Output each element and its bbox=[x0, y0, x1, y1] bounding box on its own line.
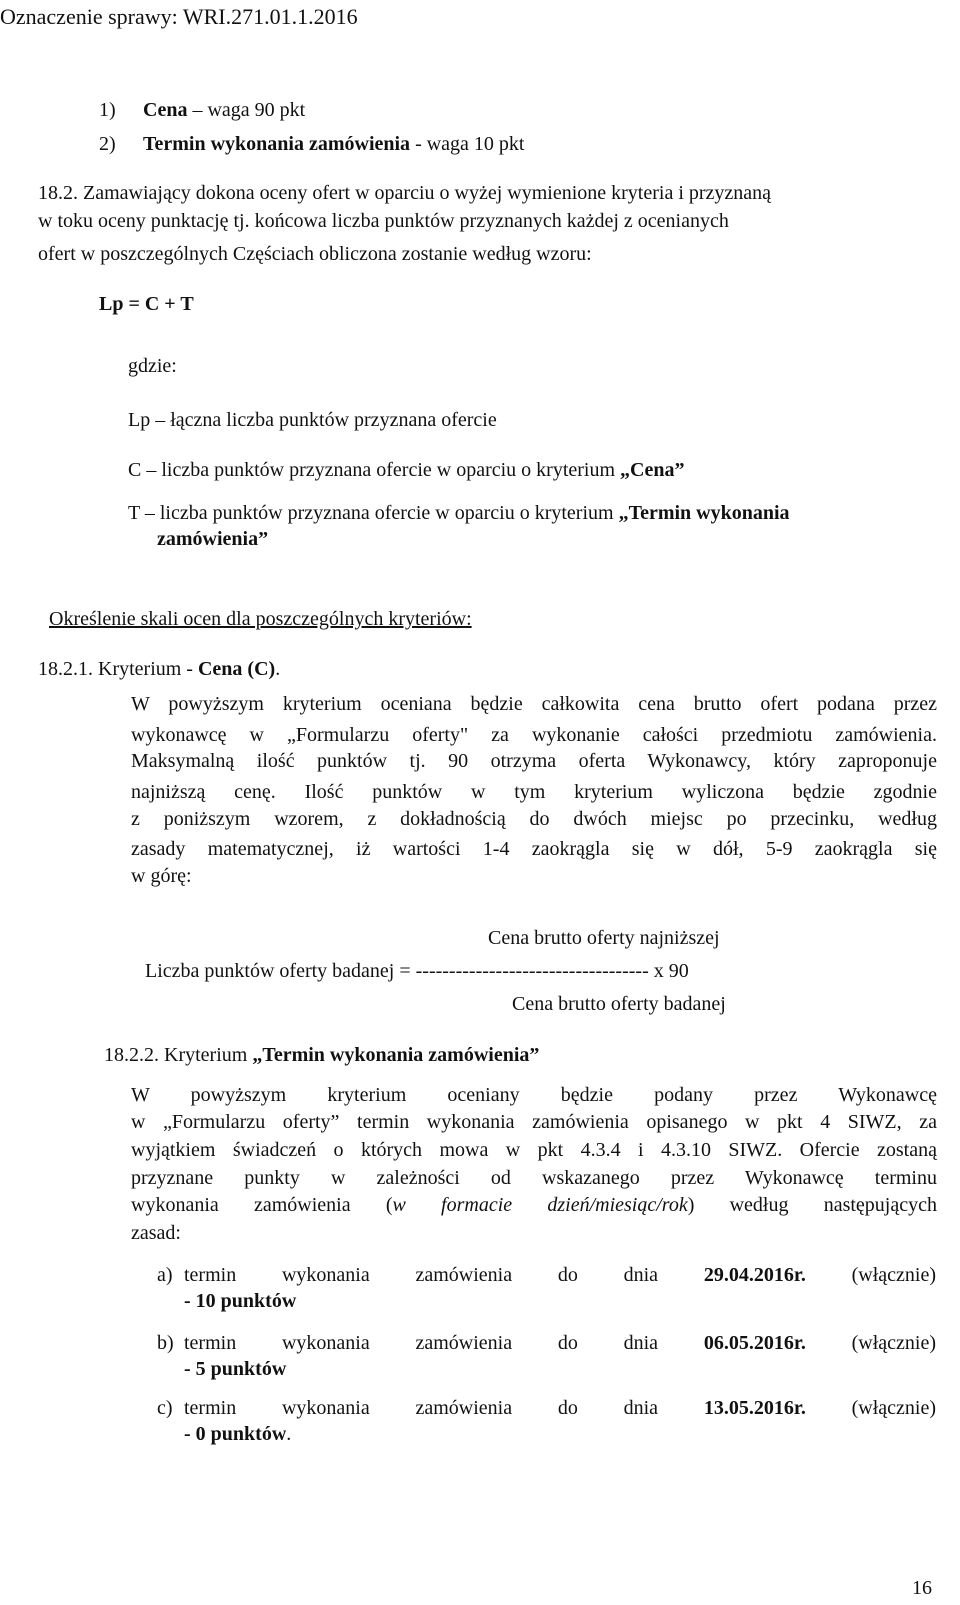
criterion-number: 1) bbox=[99, 99, 116, 121]
option-a-points: - 10 punktów bbox=[184, 1290, 297, 1312]
price-paragraph-line-7: w górę: bbox=[131, 865, 192, 887]
price-paragraph-line-1: W powyższym kryterium oceniana będzie całkowita cena brutto ofert podana przez bbox=[131, 693, 937, 715]
option-points: - 0 punktów bbox=[184, 1423, 287, 1445]
option-note: (włącznie) bbox=[851, 1264, 937, 1286]
deadline-paragraph-line-6: zasad: bbox=[131, 1222, 181, 1244]
fraction-line: Liczba punktów oferty badanej = ----------------------------------- x 90 bbox=[145, 960, 689, 982]
page-number: 16 bbox=[912, 1577, 932, 1599]
heading-criterion: Cena (C) bbox=[197, 658, 276, 680]
price-criterion-heading bbox=[38, 659, 280, 679]
formula-c-definition bbox=[128, 460, 685, 480]
formula-t-definition-cont: zamówienia” bbox=[157, 528, 269, 550]
heading-prefix: 18.2.2. Kryterium bbox=[104, 1044, 253, 1066]
paragraph-text: wykonania zamówienia ( bbox=[131, 1194, 393, 1216]
section-18-2-line-3: ofert w poszczególnych Częściach obliczona zostanie według wzoru: bbox=[38, 243, 592, 265]
definition-text: T – liczba punktów przyznana ofercie w oparciu o kryterium bbox=[128, 502, 619, 524]
option-date: 13.05.2016r. bbox=[703, 1397, 806, 1419]
deadline-criterion-heading bbox=[104, 1045, 539, 1065]
criterion-weight: - waga 10 pkt bbox=[410, 133, 525, 155]
option-c-points bbox=[184, 1424, 291, 1444]
definition-criterion: „Cena” bbox=[620, 459, 685, 481]
fraction-denominator: Cena brutto oferty badanej bbox=[512, 993, 726, 1015]
option-a-line bbox=[184, 1265, 936, 1285]
formula-lp-definition: Lp – łączna liczba punktów przyznana ofercie bbox=[128, 409, 497, 431]
option-c-label: c) bbox=[157, 1397, 173, 1419]
deadline-paragraph-line-1: W powyższym kryterium oceniany będzie podany przez Wykonawcę bbox=[131, 1084, 937, 1106]
formula-t-definition bbox=[128, 503, 790, 523]
option-text: termin wykonania zamówienia do dnia bbox=[184, 1332, 659, 1354]
option-date: 06.05.2016r. bbox=[703, 1332, 806, 1354]
deadline-paragraph-line-2: w „Formularzu oferty” termin wykonania zamówienia opisanego w pkt 4 SIWZ, za bbox=[131, 1111, 937, 1133]
scale-heading: Określenie skali ocen dla poszczególnych kryteriów: bbox=[49, 608, 472, 630]
option-note: (włącznie) bbox=[851, 1332, 937, 1354]
criterion-name: Cena bbox=[143, 99, 188, 121]
option-points-suffix: . bbox=[286, 1423, 292, 1445]
section-18-2-line-1: 18.2. Zamawiający dokona oceny ofert w oparciu o wyżej wymienione kryteria i przyznaną bbox=[38, 182, 772, 204]
criterion-item-1 bbox=[99, 100, 305, 120]
date-format-note: w formacie dzień/miesiąc/rok bbox=[392, 1194, 688, 1216]
option-text: termin wykonania zamówienia do dnia bbox=[184, 1397, 659, 1419]
price-paragraph-line-3: Maksymalną ilość punktów tj. 90 otrzyma oferta Wykonawcy, który zaproponuje bbox=[131, 750, 937, 772]
option-b-line bbox=[184, 1333, 936, 1353]
option-text: termin wykonania zamówienia do dnia bbox=[184, 1264, 659, 1286]
criterion-name: Termin wykonania zamówienia bbox=[143, 133, 411, 155]
case-reference: Oznaczenie sprawy: WRI.271.01.1.2016 bbox=[0, 4, 358, 29]
criterion-weight: – waga 90 pkt bbox=[187, 99, 306, 121]
deadline-paragraph-line-4: przyznane punkty w zależności od wskazanego przez Wykonawcę terminu bbox=[131, 1167, 937, 1189]
criterion-item-2 bbox=[99, 134, 524, 154]
deadline-paragraph-line-5 bbox=[131, 1195, 937, 1215]
criterion-number: 2) bbox=[99, 133, 116, 155]
fraction-numerator: Cena brutto oferty najniższej bbox=[488, 927, 720, 949]
formula-where-label: gdzie: bbox=[128, 355, 177, 377]
section-18-2-line-2: w toku oceny punktację tj. końcowa liczba punktów przyznanych każdej z ocenianych bbox=[38, 210, 729, 232]
option-date: 29.04.2016r. bbox=[703, 1264, 806, 1286]
option-b-points: - 5 punktów bbox=[184, 1358, 287, 1380]
heading-prefix: 18.2.1. Kryterium - bbox=[38, 658, 198, 680]
price-paragraph-line-5: z poniższym wzorem, z dokładnością do dwóch miejsc po przecinku, według bbox=[131, 808, 937, 830]
definition-criterion: „Termin wykonania bbox=[618, 502, 790, 524]
price-paragraph-line-2: wykonawcę w „Formularzu oferty" za wykonanie całości przedmiotu zamówienia. bbox=[131, 724, 937, 746]
heading-criterion: „Termin wykonania zamówienia” bbox=[252, 1044, 540, 1066]
option-b-label: b) bbox=[157, 1332, 174, 1354]
price-paragraph-line-4: najniższą cenę. Ilość punktów w tym kryterium wyliczona będzie zgodnie bbox=[131, 781, 937, 803]
deadline-paragraph-line-3: wyjątkiem świadczeń o których mowa w pkt 4.3.4 i 4.3.10 SIWZ. Ofercie zostaną bbox=[131, 1139, 937, 1161]
paragraph-text: ) według następujących bbox=[687, 1194, 937, 1216]
option-a-label: a) bbox=[157, 1264, 173, 1286]
price-paragraph-line-6: zasady matematycznej, iż wartości 1-4 zaokrągla się w dół, 5-9 zaokrągla się bbox=[131, 838, 937, 860]
option-note: (włącznie) bbox=[851, 1397, 937, 1419]
option-c-line bbox=[184, 1398, 936, 1418]
formula-expression: Lp = C + T bbox=[99, 293, 194, 315]
definition-text: C – liczba punktów przyznana ofercie w oparciu o kryterium bbox=[128, 459, 621, 481]
heading-suffix: . bbox=[275, 658, 281, 680]
